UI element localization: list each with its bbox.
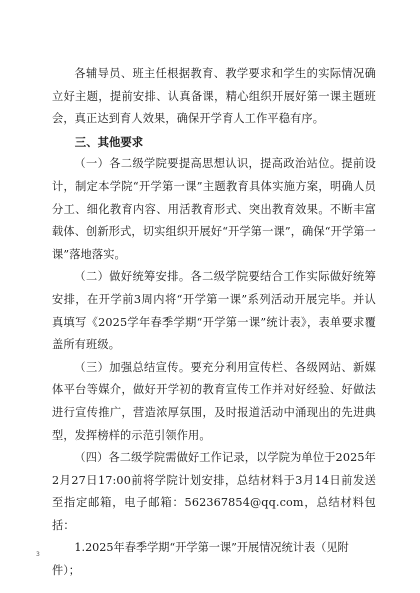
section-heading: 三、其他要求 — [74, 134, 144, 149]
requirement-paragraph-3: （三）加强总结宣传。要充分利用宣传栏、各级网站、新媒体平台等媒介，做好开学初的教育宣传工作并对好经验、好做法进行宣传推广，营造浓厚氛围，及时报道活动中涌现出的先进典型，发挥榜样的示范引领作用。 — [52, 360, 376, 442]
document-body — [52, 63, 376, 583]
materials-list-item-1: 1.2025年春季学期“开学第一课”开展情况统计表（见附件）； — [52, 541, 349, 578]
requirement-paragraph-1: （一）各二级学院要提高思想认识，提高政治站位。提前设计，制定本学院“开学第一课”主题教育具体实施方案，明确人员分工、细化教育内容、用活教育形式、突出教育效果。不断丰富载体、创新形式，切实组织开展好“开学第一课”，确保“开学第一课”落地落实。 — [52, 157, 376, 261]
intro-paragraph: 各辅导员、班主任根据教育、教学要求和学生的实际情况确立好主题，提前安排、认真备课，精心组织开展好第一课主题班会，真正达到育人效果，确保开学育人工作平稳有序。 — [52, 67, 376, 126]
requirement-paragraph-2: （二）做好统筹安排。各二级学院要结合工作实际做好统筹安排，在开学前3周内将“开学第一课”系列活动开展完毕。并认真填写《2025学年春季学期“开学第一课”统计表》，表单要求覆盖所有班级。 — [52, 270, 376, 352]
page-number: 3 — [36, 551, 40, 558]
requirement-paragraph-4: （四）各二级学院需做好工作记录，以学院为单位于2025年2月27日17:00前将学院计划安排，总结材料于3月14日前发送至指定邮箱，电子邮箱：562367854@qq.com，总结材料包括： — [52, 451, 376, 532]
